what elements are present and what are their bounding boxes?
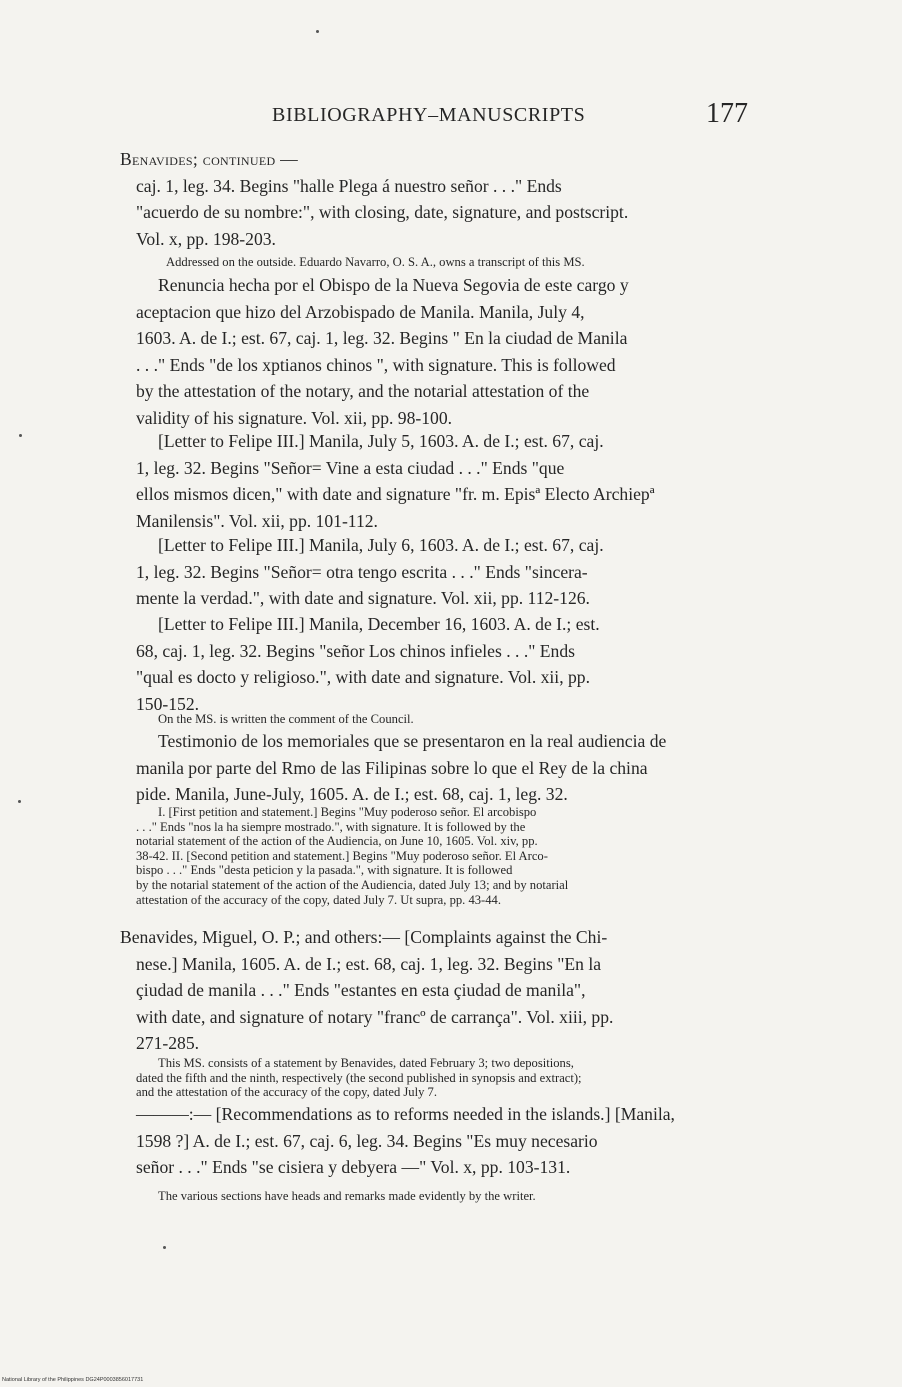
entry-letter-december-16	[136, 611, 748, 717]
text-line: ———:— [Recommendations as to reforms needed in the islands.] [Manila,	[136, 1104, 675, 1124]
text-line: "qual es docto y religioso.", with date and signature. Vol. xii, pp.	[136, 667, 590, 687]
scan-speck	[316, 30, 319, 33]
note-line: dated the fifth and the ninth, respectively (the second published in synopsis and extract);	[136, 1070, 582, 1085]
text-line: 1603. A. de I.; est. 67, caj. 1, leg. 32. Begins " En la ciudad de Manila	[136, 328, 628, 348]
text-line: with date, and signature of notary "francº de carrança". Vol. xiii, pp.	[136, 1006, 614, 1027]
text-line: 68, caj. 1, leg. 32. Begins "señor Los chinos infieles . . ." Ends	[136, 640, 575, 661]
note-line: Addressed on the outside. Eduardo Navarro, O. S. A., owns a transcript of this MS.	[166, 255, 585, 269]
text-line: ellos mismos dicen," with date and signature "fr. m. Episª Electo Archiepª	[136, 484, 655, 504]
note-statement-depositions	[136, 1056, 748, 1100]
text-line: pide. Manila, June-July, 1605. A. de I.; est. 68, caj. 1, leg. 32.	[136, 784, 568, 804]
text-line: 271-285.	[136, 1033, 200, 1053]
text-line: [Letter to Felipe III.] Manila, July 6, 1603. A. de I.; est. 67, caj.	[158, 535, 604, 555]
note-sections	[158, 1189, 738, 1204]
note-line: . . ." Ends "nos la ha siempre mostrado.", with signature. It is followed by the	[136, 819, 526, 834]
note-line: 38-42. II. [Second petition and statement.] Begins "Muy poderoso señor. El Arco-	[136, 848, 548, 863]
note-line: and the attestation of the accuracy of the copy, dated July 7.	[136, 1085, 437, 1100]
entry-testimonio	[136, 728, 748, 808]
scan-speck	[163, 1246, 166, 1249]
note-line: by the notarial statement of the action of the Audiencia, dated July 13; and by notarial	[136, 877, 569, 892]
scan-speck	[19, 434, 22, 437]
entry-benavides-continued	[120, 146, 748, 252]
note-line: attestation of the accuracy of the copy, dated July 7. Ut supra, pp. 43-44.	[136, 892, 501, 907]
running-title: BIBLIOGRAPHY–MANUSCRIPTS	[272, 104, 586, 126]
text-line: çiudad de manila . . ." Ends "estantes en esta çiudad de manila",	[136, 980, 586, 1000]
note-line: The various sections have heads and remarks made evidently by the writer.	[158, 1189, 536, 1203]
library-tag: National Library of the Philippines DG24P0003856017731	[2, 1377, 144, 1383]
text-line: Benavides, Miguel, O. P.; and others:— [Complaints against the Chi-	[120, 927, 608, 947]
text-line: by the attestation of the notary, and the notarial attestation of the	[136, 381, 590, 401]
entry-letter-july-6	[136, 532, 748, 612]
text-line: [Letter to Felipe III.] Manila, July 5, 1603. A. de I.; est. 67, caj.	[158, 431, 604, 451]
text-line: Vol. x, pp. 198-203.	[136, 228, 276, 249]
text-line: "acuerdo de su nombre:", with closing, date, signature, and postscript.	[136, 202, 629, 222]
text-line: Renuncia hecha por el Obispo de la Nueva Segovia de este cargo y	[158, 275, 629, 295]
note-addressed	[166, 255, 746, 270]
note-council-comment	[158, 712, 738, 727]
note-line: notarial statement of the action of the Audiencia, on June 10, 1605. Vol. xiv, pp.	[136, 834, 538, 849]
text-line: . . ." Ends "de los xptianos chinos ", with signature. This is followed	[136, 354, 616, 375]
text-line: mente la verdad.", with date and signature. Vol. xii, pp. 112-126.	[136, 588, 590, 608]
text-line: aceptacion que hizo del Arzobispado de Manila. Manila, July 4,	[136, 301, 585, 322]
text-line: Testimonio de los memoriales que se presentaron en la real audiencia de	[158, 731, 667, 751]
entry-heading: Benavides; continued —	[120, 149, 299, 169]
text-line: [Letter to Felipe III.] Manila, December 16, 1603. A. de I.; est.	[158, 614, 600, 634]
note-petitions	[136, 805, 748, 907]
note-line: I. [First petition and statement.] Begins "Muy poderoso señor. El arcobispo	[158, 805, 537, 819]
entry-letter-july-5	[136, 428, 748, 534]
text-line: validity of his signature. Vol. xii, pp. 98-100.	[136, 407, 453, 428]
note-line: bispo . . ." Ends "desta peticion y la pasada.", with signature. It is followed	[136, 863, 513, 878]
scan-speck	[18, 800, 21, 803]
entry-renuncia	[136, 272, 748, 431]
note-line: This MS. consists of a statement by Benavides, dated February 3; two depositions,	[158, 1056, 574, 1070]
entry-recommendations	[136, 1101, 748, 1181]
text-line: caj. 1, leg. 34. Begins "halle Plega á nuestro señor . . ." Ends	[136, 175, 562, 196]
entry-benavides-miguel	[120, 924, 748, 1057]
text-line: señor . . ." Ends "se cisiera y debyera —" Vol. x, pp. 103-131.	[136, 1157, 571, 1177]
text-line: manila por parte del Rmo de las Filipinas sobre lo que el Rey de la china	[136, 757, 648, 778]
text-line: Manilensis". Vol. xii, pp. 101-112.	[136, 510, 378, 531]
text-line: 1, leg. 32. Begins "Señor= Vine a esta ciudad . . ." Ends "que	[136, 457, 565, 478]
text-line: 150-152.	[136, 693, 200, 714]
text-line: nese.] Manila, 1605. A. de I.; est. 68, caj. 1, leg. 32. Begins "En la	[136, 953, 602, 974]
text-line: 1598 ?] A. de I.; est. 67, caj. 6, leg. 34. Begins "Es muy necesario	[136, 1130, 598, 1151]
text-line: 1, leg. 32. Begins "Señor= otra tengo escrita . . ." Ends "sincera-	[136, 561, 588, 582]
page-number: 177	[706, 98, 748, 129]
page-header	[272, 100, 748, 134]
note-line: On the MS. is written the comment of the Council.	[158, 712, 414, 726]
